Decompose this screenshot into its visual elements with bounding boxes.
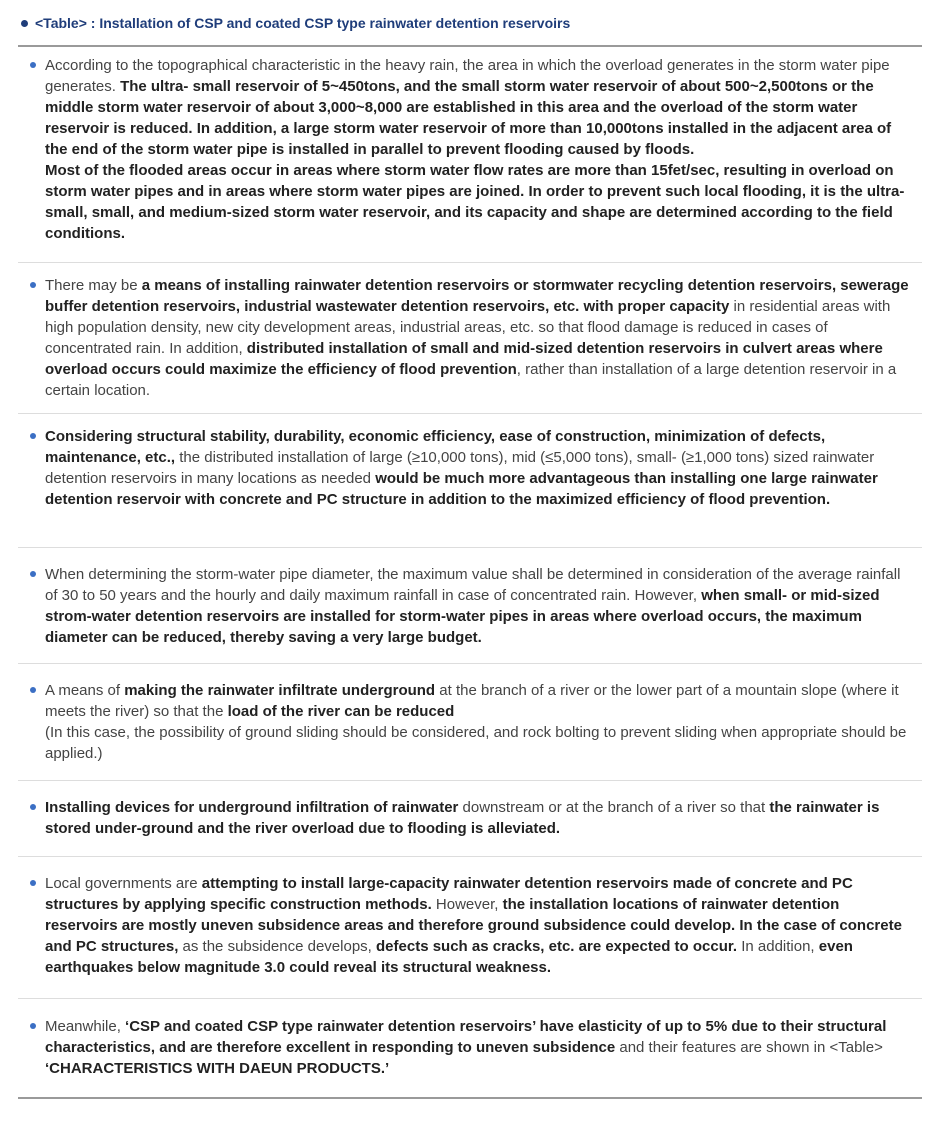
divider bbox=[18, 998, 922, 999]
top-divider bbox=[18, 45, 922, 47]
list-item-3: Considering structural stability, durability, economic efficiency, ease of construction, minimization of defects, maintenance, etc., the distributed installation of large (≥10,000 tons), mid (≤5,000 tons), small- (≥1,000 tons) sized rainwater detention reservoirs in many locations as needed would be much more advantageous than installing one large rainwater detention reservoir with concrete and PC structure in addition to the maximized efficiency of flood prevention. bbox=[18, 426, 922, 510]
list-item-6: Installing devices for underground infiltration of rainwater downstream or at the branch of a river so that the rainwater is stored under-ground and the river overload due to flooding is alleviated. bbox=[18, 797, 922, 839]
section-heading bbox=[18, 8, 922, 38]
divider bbox=[18, 663, 922, 664]
bullet-icon bbox=[30, 687, 36, 693]
divider bbox=[18, 262, 922, 263]
divider bbox=[18, 856, 922, 857]
list-item-5: A means of making the rainwater infiltrate underground at the branch of a river or the lower part of a mountain slope (where it meets the river) so that the load of the river can be reduced (In this case, the possibility of ground sliding should be considered, and rock bolting to prevent sliding when appropriate should be applied.) bbox=[18, 680, 922, 764]
divider bbox=[18, 413, 922, 414]
list-item-1: According to the topographical characteristic in the heavy rain, the area in which the overload generates in the storm water pipe generates. The ultra- small reservoir of 5~450tons, and the small storm water reservoir of about 500~2,500tons or the middle storm water reservoir of about 3,000~8,000 are established in this area and the overload of the storm water reservoir is reduced. In addition, a large storm water reservoir of more than 10,000tons installed in the adjacent area of the end of the storm water pipe is installed in parallel to prevent flooding caused by floods. Most of the flooded areas occur in areas where storm water flow rates are more than 15fet/sec, resulting in overload on storm water pipes and in areas where storm water pipes are joined. In order to prevent such local flooding, it is the ultra-small, small, and medium-sized storm water reservoir, and its capacity and shape are determined according to the field conditions. bbox=[18, 55, 922, 244]
divider bbox=[18, 780, 922, 781]
heading-text: <Table> : Installation of CSP and coated CSP type rainwater detention reservoirs bbox=[35, 15, 571, 31]
bullet-icon bbox=[30, 282, 36, 288]
divider bbox=[18, 547, 922, 548]
bullet-icon bbox=[30, 571, 36, 577]
list-item-7: Local governments are attempting to install large-capacity rainwater detention reservoirs made of concrete and PC structures by applying specific construction methods. However, the installation locations of rainwater detention reservoirs are mostly uneven subsidence areas and therefore ground subsidence could develop. In the case of concrete and PC structures, as the subsidence develops, defects such as cracks, etc. are expected to occur. In addition, even earthquakes below magnitude 3.0 could reveal its structural weakness. bbox=[18, 873, 922, 978]
bottom-divider bbox=[18, 1097, 922, 1099]
list-item-4: When determining the storm-water pipe diameter, the maximum value shall be determined in consideration of the average rainfall of 30 to 50 years and the hourly and daily maximum rainfall in case of concentrated rain. However, when small- or mid-sized strom-water detention reservoirs are installed for storm-water pipes in areas where overload occurs, the maximum diameter can be reduced, thereby saving a very large budget. bbox=[18, 564, 922, 648]
list-item-2: There may be a means of installing rainwater detention reservoirs or stormwater recycling detention reservoirs, sewerage buffer detention reservoirs, industrial wastewater detention reservoirs, etc. with proper capacity in residential areas with high population density, new city development areas, industrial areas, etc. so that flood damage is reduced in cases of concentrated rain. In addition, distributed installation of small and mid-sized detention reservoirs in culvert areas where overload occurs could maximize the efficiency of flood prevention, rather than installation of a large detention reservoir in a certain location. bbox=[18, 275, 922, 401]
bullet-icon bbox=[30, 1023, 36, 1029]
bullet-icon bbox=[30, 433, 36, 439]
list-item-8: Meanwhile, ‘CSP and coated CSP type rainwater detention reservoirs’ have elasticity of up to 5% due to their structural characteristics, and are therefore excellent in responding to uneven subsidence and their features are shown in <Table> ‘CHARACTERISTICS WITH DAEUN PRODUCTS.’ bbox=[18, 1016, 922, 1079]
bullet-icon bbox=[30, 804, 36, 810]
bullet-icon bbox=[30, 62, 36, 68]
bullet-icon bbox=[30, 880, 36, 886]
heading-bullet-icon bbox=[21, 20, 28, 27]
